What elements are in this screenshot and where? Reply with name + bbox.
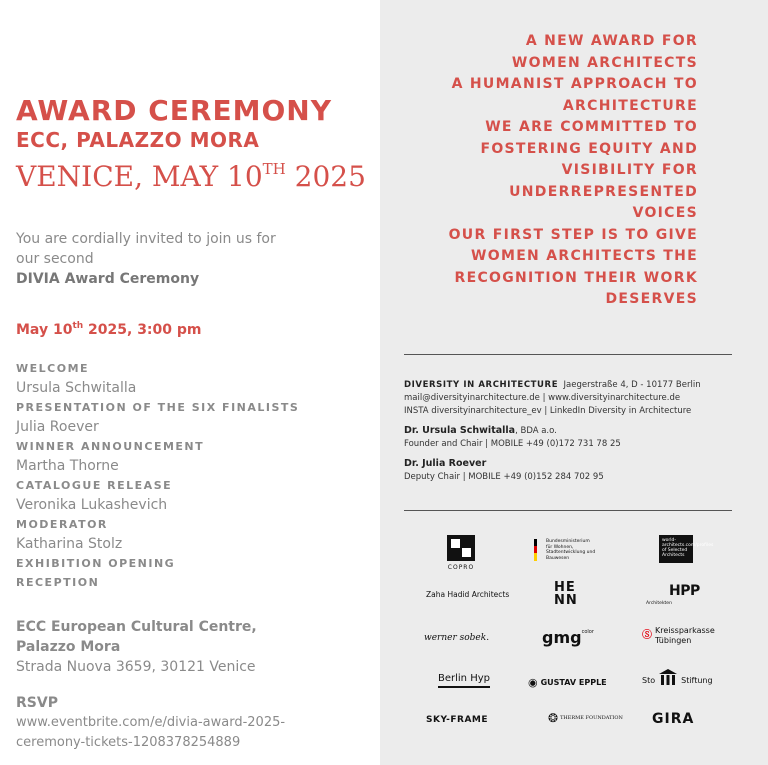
program-list xyxy=(16,360,356,593)
program-heading: RECEPTION xyxy=(16,576,100,589)
contact-social[interactable]: INSTA diversityinarchitecture_ev | LinkedIn Diversity in Architecture xyxy=(404,406,692,416)
rsvp-link[interactable]: www.eventbrite.com/e/divia-award-2025- ceremony-tickets-1208378254889 xyxy=(16,715,286,750)
event-date-title: VENICE, MAY 10TH 2025 xyxy=(16,160,366,193)
divider xyxy=(404,510,732,511)
gustav-epple-logo: ◉ GUSTAV EPPLE xyxy=(528,676,607,689)
event-title: AWARD CEREMONY xyxy=(16,94,332,127)
invitation-text: You are cordially invited to join us for our second DIVIA Award Ceremony xyxy=(16,231,276,287)
ministry-logo: Bundesministerium für Wohnen, Stadtentwicklung und Bauwesen xyxy=(534,539,596,561)
sto-mark-icon xyxy=(659,669,677,685)
contact-email-web[interactable]: mail@diversityinarchitecture.de | www.diversityinarchitecture.de xyxy=(404,393,681,403)
therme-foundation-logo: ❂ THERME FOUNDATION xyxy=(548,711,623,725)
event-location-title: ECC, PALAZZO MORA xyxy=(16,128,260,152)
program-heading: CATALOGUE RELEASE xyxy=(16,479,173,492)
program-speaker: Julia Roever xyxy=(16,419,99,435)
venue-info: ECC European Cultural Centre, Palazzo Mora Strada Nuova 3659, 30121 Venice xyxy=(16,619,257,675)
sparkasse-icon: Ⓢ xyxy=(642,630,652,641)
hpp-subtitle: Architekten xyxy=(646,601,672,606)
manifesto-text: A NEW AWARD FOR WOMEN ARCHITECTS A HUMANIST APPROACH TO ARCHITECTURE WE ARE COMMITTED TO FOSTERING EQUITY AND VISIBILITY FOR UNDERREPRESENTED VOICES OUR FIRST STEP IS TO GIVE WOMEN ARCHITECTS THE RECOGNITION THEIR WORK DESERVES xyxy=(448,33,698,307)
copro-logo: COPRO xyxy=(444,535,478,571)
event-date-time: May 10th 2025, 3:00 pm xyxy=(16,321,202,338)
program-heading: PRESENTATION OF THE SIX FINALISTS xyxy=(16,401,300,414)
sky-frame-logo: SKY-FRAME xyxy=(426,715,489,725)
german-flag-icon xyxy=(534,539,542,561)
contact-block: DIVERSITY IN ARCHITECTURE Jaegerstraße 4, D - 10177 Berlin mail@diversityinarchitecture.de | www.diversityinarchitecture.de INSTA diversityinarchitecture_ev | LinkedIn Diversity in Architecture Dr. Ursula Schwitalla, BDA a.o. Founder and Chair | MOBILE +49 (0)172 731 78 25 Dr. Julia Roever Deputy Chair | MOBILE +49 (0)152 284 702 95 xyxy=(404,379,744,484)
kreissparkasse-logo: Ⓢ Kreissparkasse Tübingen xyxy=(642,626,715,645)
program-speaker: Veronika Lukashevich xyxy=(16,497,168,513)
program-speaker: Ursula Schwitalla xyxy=(16,380,137,396)
divider xyxy=(404,354,732,355)
program-heading: WINNER ANNOUNCEMENT xyxy=(16,440,205,453)
left-panel xyxy=(0,0,380,765)
program-heading: MODERATOR xyxy=(16,518,108,531)
program-heading: WELCOME xyxy=(16,362,90,375)
gmg-logo: gmg$^{color}$ xyxy=(542,628,594,647)
sto-stiftung-logo: Sto Stiftung xyxy=(642,669,713,685)
hpp-logo: HPP xyxy=(669,583,700,599)
rsvp-heading: RSVP xyxy=(16,695,58,711)
henn-logo: HENN xyxy=(554,580,578,608)
program-heading: EXHIBITION OPENING xyxy=(16,557,176,570)
gira-logo: GIRA xyxy=(652,711,695,727)
werner-sobek-logo: werner sobek. xyxy=(424,633,490,643)
copro-mark-icon xyxy=(447,535,475,561)
epple-mark-icon: ◉ xyxy=(528,676,538,689)
zaha-hadid-logo: Zaha Hadid Architects xyxy=(426,590,510,599)
program-speaker: Martha Thorne xyxy=(16,458,119,474)
world-architects-logo: world-architects.com/profiles of Selected Architects xyxy=(659,535,693,563)
therme-mark-icon: ❂ xyxy=(548,711,559,725)
program-speaker: Katharina Stolz xyxy=(16,536,123,552)
rsvp-info xyxy=(16,693,366,753)
berlin-hyp-logo: Berlin Hyp xyxy=(438,673,490,688)
